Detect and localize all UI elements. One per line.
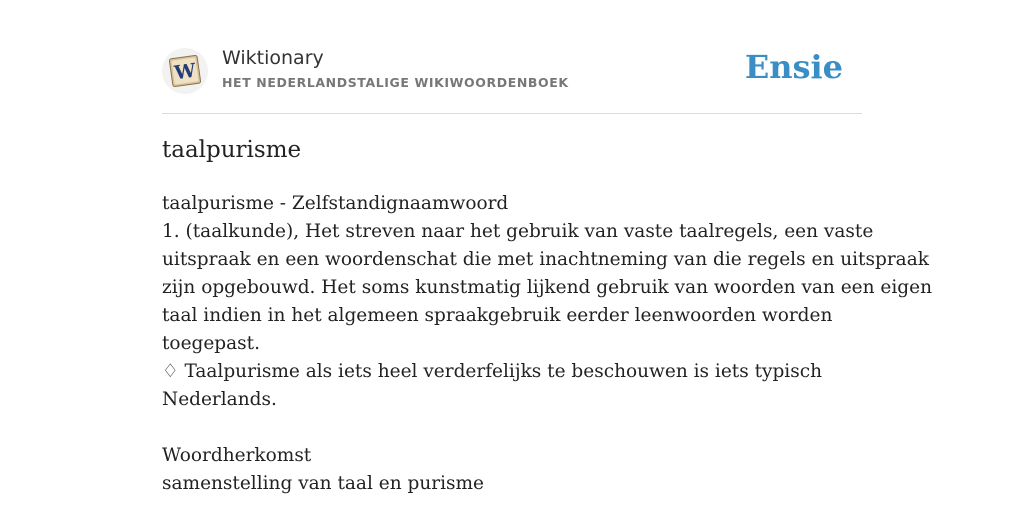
- example-line: ♢ Taalpurisme als iets heel verderfelijks te beschouwen is iets typisch: [162, 361, 822, 382]
- site-name[interactable]: Wiktionary: [222, 47, 324, 69]
- spacer: [162, 414, 867, 442]
- etymology-text: samenstelling van taal en purisme: [162, 473, 485, 494]
- site-header: [162, 44, 862, 114]
- definition-line: taalpurisme - Zelfstandignaamwoord: [162, 193, 509, 214]
- definition-line: toegepast.: [162, 333, 260, 354]
- etymology-heading: Woordherkomst: [162, 445, 312, 466]
- page-title: taalpurisme: [162, 137, 302, 163]
- logo-letter: W: [173, 59, 198, 85]
- ensie-logo[interactable]: Ensie: [744, 48, 843, 86]
- definition-line: uitspraak en een woordenschat die met inachtneming van die regels en uitspraak: [162, 249, 929, 270]
- site-tagline: HET NEDERLANDSTALIGE WIKIWOORDENBOEK: [222, 75, 569, 90]
- wiktionary-logo[interactable]: [162, 48, 208, 94]
- wiktionary-logo-icon: [167, 53, 203, 89]
- definition-line: 1. (taalkunde), Het streven naar het gebruik van vaste taalregels, een vaste: [162, 221, 874, 242]
- example-line: Nederlands.: [162, 389, 277, 410]
- definition-line: taal indien in het algemeen spraakgebruik eerder leenwoorden worden: [162, 305, 833, 326]
- definition-line: zijn opgebouwd. Het soms kunstmatig lijkend gebruik van woorden van een eigen: [162, 277, 932, 298]
- definition-body: [162, 190, 932, 498]
